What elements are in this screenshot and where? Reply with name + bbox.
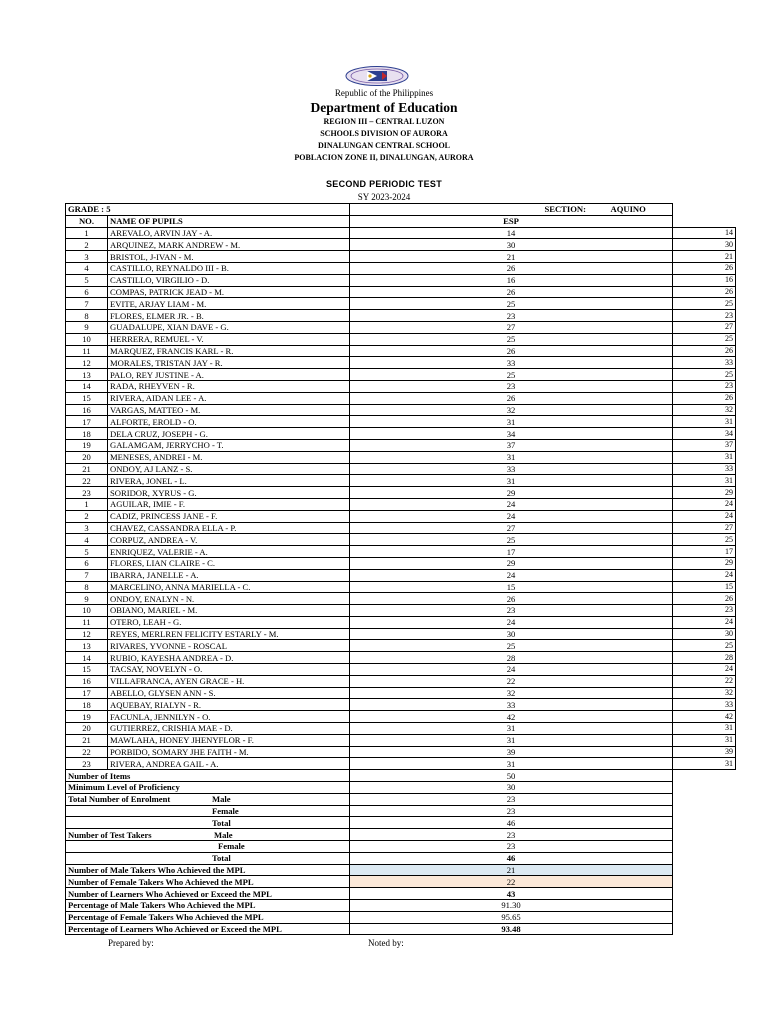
pupil-number: 2 [66,239,108,251]
esp-score: 31 [350,758,673,770]
pupil-row [66,746,736,758]
esp-score: 25 [350,640,673,652]
esp-score-copy: 34 [673,428,736,440]
pupil-name: GALAMGAM, JERRYCHO - T. [108,439,350,451]
esp-score: 26 [350,593,673,605]
esp-score: 29 [350,487,673,499]
takers-female-value: 23 [350,841,673,853]
pupil-name: RUBIO, KAYESHA ANDREA - D. [108,652,350,664]
pupil-name: ONDOY, ENALYN - N. [108,593,350,605]
noted-by-label: Noted by: [368,938,404,948]
esp-score-copy: 31 [673,723,736,735]
pupil-name: CASTILLO, REYNALDO III - B. [108,262,350,274]
male-achieved-value: 21 [350,864,673,876]
pupil-number: 15 [66,392,108,404]
pupil-row [66,664,736,676]
pupil-row [66,345,736,357]
esp-score: 24 [350,510,673,522]
pupil-row [66,239,736,251]
pupil-row [66,734,736,746]
pupil-row [66,392,736,404]
pupil-name: ENRIQUEZ, VALERIE - A. [108,546,350,558]
pupil-row [66,227,736,239]
mpl-label: Minimum Level of Proficiency [66,782,350,794]
pupil-row [66,357,736,369]
pupil-number: 10 [66,333,108,345]
pupil-row [66,487,736,499]
esp-score: 31 [350,734,673,746]
esp-score-copy: 27 [673,321,736,333]
esp-score-copy: 26 [673,345,736,357]
esp-score-copy: 24 [673,510,736,522]
esp-score: 25 [350,369,673,381]
pupil-name: DELA CRUZ, JOSEPH - G. [108,428,350,440]
pupil-row [66,675,736,687]
enrol-male-label: Male [212,794,231,805]
department-heading: Department of Education [310,100,458,115]
pupil-row [66,723,736,735]
esp-score: 31 [350,475,673,487]
pct-female-row [66,911,736,923]
pupil-name: AGUILAR, IMIE - F. [108,498,350,510]
pupil-row [66,416,736,428]
esp-score: 23 [350,310,673,322]
pupil-row [66,428,736,440]
esp-score: 15 [350,581,673,593]
pupil-number: 19 [66,711,108,723]
pupil-row [66,522,736,534]
pupil-row [66,475,736,487]
esp-score: 29 [350,557,673,569]
pct-male-label: Percentage of Male Takers Who Achieved the MPL [66,900,350,912]
pupil-number: 4 [66,534,108,546]
enrol-male-value: 23 [350,793,673,805]
esp-score: 37 [350,439,673,451]
esp-score-copy: 26 [673,593,736,605]
esp-score-copy: 24 [673,498,736,510]
grade-section-row [66,204,736,216]
pupil-row [66,262,736,274]
pupil-number: 11 [66,345,108,357]
esp-score-copy: 33 [673,463,736,475]
pupil-number: 21 [66,463,108,475]
enrol-total-row [66,817,736,829]
pupil-name: TACSAY, NOVELYN - O. [108,664,350,676]
esp-score-copy: 31 [673,416,736,428]
pupil-number: 13 [66,640,108,652]
mpl-value: 30 [350,782,673,794]
esp-score-copy: 23 [673,310,736,322]
pupil-name: MARCELINO, ANNA MARIELLA - C. [108,581,350,593]
esp-score-copy: 31 [673,451,736,463]
pupil-name: CASTILLO, VIRGILIO - D. [108,274,350,286]
takers-female-row [66,841,736,853]
esp-score-copy: 29 [673,487,736,499]
grade-label: GRADE : 5 [66,204,350,216]
esp-score-copy: 23 [673,380,736,392]
pupil-number: 8 [66,581,108,593]
esp-score: 21 [350,251,673,263]
takers-total-row [66,852,736,864]
pct-male-row [66,900,736,912]
pupil-name: MENESES, ANDREI - M. [108,451,350,463]
scores-table [65,203,736,935]
male-achieved-label: Number of Male Takers Who Achieved the MPL [66,864,350,876]
esp-score: 24 [350,664,673,676]
pupil-row [66,380,736,392]
pupil-row [66,640,736,652]
address-heading: POBLACION ZONE II, DINALUNGAN, AURORA [294,153,474,162]
pupil-number: 22 [66,746,108,758]
pupil-row [66,546,736,558]
pupil-name: CADIZ, PRINCESS JANE - F. [108,510,350,522]
pupil-row [66,605,736,617]
section-cell [350,204,673,216]
pupil-name: GUADALUPE, XIAN DAVE - G. [108,321,350,333]
esp-score: 28 [350,652,673,664]
esp-score: 31 [350,416,673,428]
pupil-row [66,711,736,723]
esp-score-copy: 42 [673,711,736,723]
section-value: AQUINO [610,204,646,215]
esp-score: 32 [350,687,673,699]
pupil-number: 4 [66,262,108,274]
enrol-male-row [66,793,736,805]
takers-label-cell [66,829,350,841]
pupil-name: VILLAFRANCA, AYEN GRACE - H. [108,675,350,687]
pupil-name: RIVERA, JONEL - L. [108,475,350,487]
esp-score: 26 [350,345,673,357]
esp-score-copy: 17 [673,546,736,558]
mpl-row [66,782,736,794]
pupil-number: 6 [66,286,108,298]
pupil-name: HERRERA, REMUEL - V. [108,333,350,345]
esp-score: 27 [350,321,673,333]
pct-female-value: 95.65 [350,911,673,923]
division-heading: SCHOOLS DIVISION OF AURORA [320,129,448,138]
esp-score-copy: 25 [673,333,736,345]
esp-score-copy: 26 [673,262,736,274]
male-achieved-row [66,864,736,876]
pupil-name: CHAVEZ, CASSANDRA ELLA - P. [108,522,350,534]
pupil-number: 12 [66,357,108,369]
pupil-number: 7 [66,298,108,310]
pupil-row [66,310,736,322]
pupil-number: 14 [66,652,108,664]
pupil-row [66,251,736,263]
pupil-name: REYES, MERLREN FELICITY ESTARLY - M. [108,628,350,640]
esp-score-copy: 39 [673,746,736,758]
enrol-total-label: Total [66,817,350,829]
republic-heading: Republic of the Philippines [334,88,434,98]
esp-score-copy: 16 [673,274,736,286]
takers-male-value: 23 [350,829,673,841]
pct-learners-label: Percentage of Learners Who Achieved or Exceed the MPL [66,923,350,935]
esp-score-copy: 21 [673,251,736,263]
column-header-row [66,215,736,227]
pupil-row [66,439,736,451]
esp-score-copy: 26 [673,392,736,404]
pupil-number: 2 [66,510,108,522]
esp-score: 33 [350,463,673,475]
pupil-number: 16 [66,675,108,687]
esp-score: 39 [350,746,673,758]
esp-score-copy: 30 [673,239,736,251]
esp-score-copy: 25 [673,298,736,310]
esp-score: 27 [350,522,673,534]
esp-score: 34 [350,428,673,440]
pupil-number: 17 [66,687,108,699]
female-achieved-row [66,876,736,888]
esp-score-copy: 33 [673,357,736,369]
pupil-name: PALO, REY JUSTINE - A. [108,369,350,381]
esp-score: 33 [350,699,673,711]
pupil-number: 5 [66,546,108,558]
pupil-row [66,581,736,593]
esp-score: 24 [350,616,673,628]
pupil-row [66,628,736,640]
pupil-row [66,616,736,628]
esp-score-copy: 31 [673,734,736,746]
pupil-number: 18 [66,428,108,440]
pupil-number: 13 [66,369,108,381]
takers-male-row [66,829,736,841]
esp-score: 17 [350,546,673,558]
pupil-name: RIVERA, AIDAN LEE - A. [108,392,350,404]
esp-score-copy: 15 [673,581,736,593]
pupil-number: 3 [66,251,108,263]
esp-score-copy: 26 [673,286,736,298]
esp-score: 24 [350,498,673,510]
pupil-number: 16 [66,404,108,416]
pupil-number: 3 [66,522,108,534]
enrol-total-value: 46 [350,817,673,829]
pupil-row [66,404,736,416]
pupil-row [66,687,736,699]
esp-score-copy: 24 [673,616,736,628]
esp-score: 23 [350,380,673,392]
pupil-number: 15 [66,664,108,676]
school-year: SY 2023-2024 [357,192,411,202]
takers-total-value: 46 [350,852,673,864]
pupil-number: 23 [66,487,108,499]
pupil-row [66,298,736,310]
pct-male-value: 91.30 [350,900,673,912]
pupil-name: ARQUINEZ, MARK ANDREW - M. [108,239,350,251]
learners-achieved-label: Number of Learners Who Achieved or Exceed the MPL [66,888,350,900]
school-heading: DINALUNGAN CENTRAL SCHOOL [317,141,451,150]
takers-male-label: Male [214,829,233,840]
pupil-name: ONDOY, AJ LANZ - S. [108,463,350,475]
pupil-name: RADA, RHEYVEN - R. [108,380,350,392]
pupil-row [66,321,736,333]
pupil-row [66,557,736,569]
pupil-row [66,758,736,770]
pupil-name: SORIDOR, XYRUS - G. [108,487,350,499]
pupil-row [66,569,736,581]
region-heading: REGION III – CENTRAL LUZON [323,117,445,126]
esp-score: 26 [350,262,673,274]
pupil-name: MARQUEZ, FRANCIS KARL - R. [108,345,350,357]
col-name-header: NAME OF PUPILS [108,215,350,227]
esp-score: 31 [350,723,673,735]
esp-score-copy: 32 [673,687,736,699]
esp-score: 32 [350,404,673,416]
pupil-row [66,652,736,664]
section-label: SECTION: [544,204,586,215]
pupil-number: 8 [66,310,108,322]
pupil-number: 21 [66,734,108,746]
pupil-name: RIVERA, ANDREA GAIL - A. [108,758,350,770]
pupil-row [66,593,736,605]
pupil-row [66,534,736,546]
pupil-number: 1 [66,227,108,239]
items-row [66,770,736,782]
pupil-name: FACUNLA, JENNILYN - O. [108,711,350,723]
pupil-name: RIVARES, YVONNE - ROSCAL [108,640,350,652]
esp-score: 30 [350,628,673,640]
learners-achieved-row [66,888,736,900]
pupil-name: COMPAS, PATRICK JEAD - M. [108,286,350,298]
esp-score: 25 [350,534,673,546]
takers-label: Number of Test Takers [68,829,152,840]
pupil-row [66,510,736,522]
enrol-female-row [66,805,736,817]
esp-score: 14 [350,227,673,239]
pupil-row [66,286,736,298]
pupil-number: 12 [66,628,108,640]
esp-score: 23 [350,605,673,617]
pupil-row [66,451,736,463]
col-no-header: NO. [66,215,108,227]
pupil-name: OBIANO, MARIEL - M. [108,605,350,617]
deped-seal-logo [345,66,409,86]
esp-score-copy: 31 [673,475,736,487]
esp-score-copy: 32 [673,404,736,416]
pupil-name: BRISTOL, J-IVAN - M. [108,251,350,263]
items-label: Number of Items [66,770,350,782]
pupil-name: PORBIDO, SOMARY JHE FAITH - M. [108,746,350,758]
pupil-number: 5 [66,274,108,286]
female-achieved-value: 22 [350,876,673,888]
pupil-row [66,333,736,345]
esp-score-copy: 30 [673,628,736,640]
enrol-label: Total Number of Enrolment [68,794,171,805]
esp-score-copy: 24 [673,569,736,581]
pupil-number: 10 [66,605,108,617]
pupil-name: ALFORTE, EROLD - O. [108,416,350,428]
pupil-number: 9 [66,321,108,333]
test-title: SECOND PERIODIC TEST [325,179,442,189]
enrol-female-value: 23 [350,805,673,817]
esp-score: 26 [350,286,673,298]
pct-female-label: Percentage of Female Takers Who Achieved the MPL [66,911,350,923]
prepared-by-label: Prepared by: [108,938,154,948]
esp-score-copy: 22 [673,675,736,687]
pupil-number: 19 [66,439,108,451]
pupil-number: 1 [66,498,108,510]
pupil-number: 23 [66,758,108,770]
pupil-number: 6 [66,557,108,569]
esp-score-copy: 25 [673,369,736,381]
esp-score: 26 [350,392,673,404]
pupil-row [66,274,736,286]
summary-block [66,770,736,935]
enrol-female-label: Female [66,805,350,817]
esp-score: 33 [350,357,673,369]
pupil-name: FLORES, ELMER JR. - B. [108,310,350,322]
esp-score-copy: 31 [673,758,736,770]
pupil-name: CORPUZ, ANDREA - V. [108,534,350,546]
pupil-name: OTERO, LEAH - G. [108,616,350,628]
pupil-row [66,369,736,381]
pupil-number: 14 [66,380,108,392]
esp-score-copy: 23 [673,605,736,617]
pupil-number: 17 [66,416,108,428]
pupil-number: 20 [66,723,108,735]
pupil-name: ABELLO, GLYSEN ANN - S. [108,687,350,699]
esp-score-copy: 25 [673,534,736,546]
pupil-name: EVITE, ARJAY LIAM - M. [108,298,350,310]
pupil-number: 11 [66,616,108,628]
pupil-number: 20 [66,451,108,463]
pupil-row [66,498,736,510]
esp-score: 16 [350,274,673,286]
esp-score-copy: 28 [673,652,736,664]
esp-score: 25 [350,333,673,345]
pupil-row [66,463,736,475]
pupil-name: VARGAS, MATTEO - M. [108,404,350,416]
esp-score: 24 [350,569,673,581]
pupil-name: MORALES, TRISTAN JAY - R. [108,357,350,369]
items-value: 50 [350,770,673,782]
esp-score-copy: 24 [673,664,736,676]
esp-score-copy: 29 [673,557,736,569]
pupil-name: FLORES, LIAN CLAIRE - C. [108,557,350,569]
takers-female-label: Female [66,841,350,853]
pupil-number: 22 [66,475,108,487]
esp-score-copy: 37 [673,439,736,451]
pupil-number: 18 [66,699,108,711]
esp-score: 25 [350,298,673,310]
female-achieved-label: Number of Female Takers Who Achieved the MPL [66,876,350,888]
esp-score: 22 [350,675,673,687]
pupil-name: AREVALO, ARVIN JAY - A. [108,227,350,239]
pupil-row [66,699,736,711]
pct-learners-row [66,923,736,935]
pupil-number: 7 [66,569,108,581]
learners-achieved-value: 43 [350,888,673,900]
takers-total-label: Total [66,852,350,864]
pupil-name: GUTIERREZ, CRISHIA MAE - D. [108,723,350,735]
esp-score: 42 [350,711,673,723]
pupil-name: AQUEBAY, RIALYN - R. [108,699,350,711]
pct-learners-value: 93.48 [350,923,673,935]
pupil-name: MAWLAHA, HONEY JHENYFLOR - F. [108,734,350,746]
esp-score-copy: 25 [673,640,736,652]
esp-score-copy: 14 [673,227,736,239]
esp-score: 31 [350,451,673,463]
esp-score-copy: 27 [673,522,736,534]
esp-score: 30 [350,239,673,251]
pupil-number: 9 [66,593,108,605]
enrol-label-cell [66,793,350,805]
col-esp-header: ESP [350,215,673,227]
pupil-name: IBARRA, JANELLE - A. [108,569,350,581]
esp-score-copy: 33 [673,699,736,711]
